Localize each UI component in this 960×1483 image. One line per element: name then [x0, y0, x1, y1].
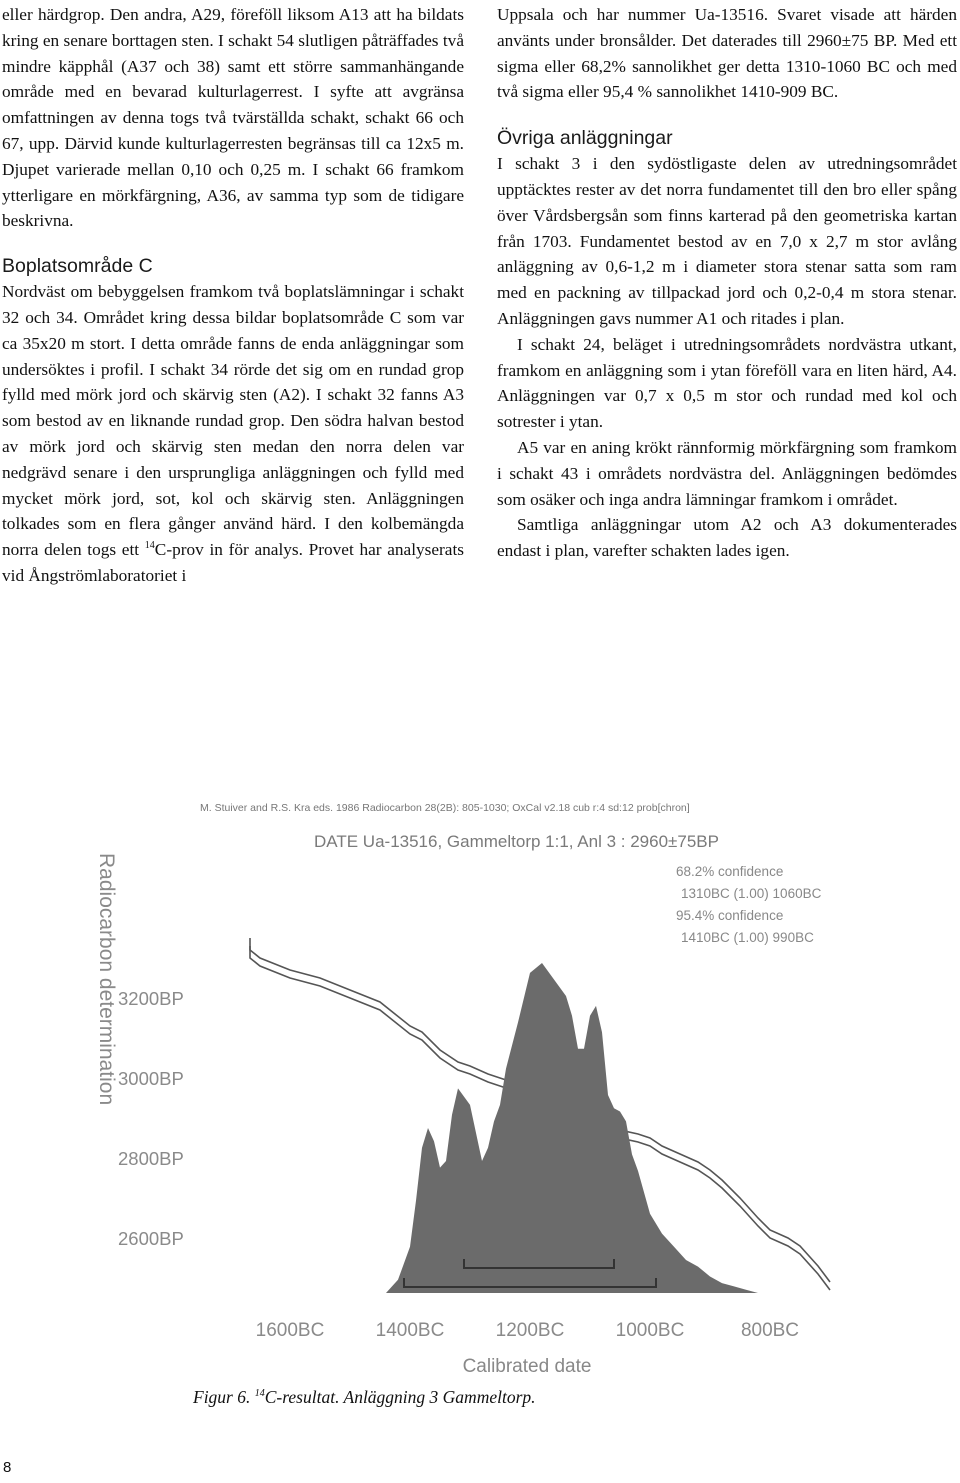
x-tick-label: 1200BC: [495, 1320, 565, 1341]
y-tick-labels: [118, 988, 184, 1249]
y-tick-label: 3200BP: [118, 988, 184, 1009]
y-tick-label: 2800BP: [118, 1148, 184, 1169]
paragraph-text: Nordväst om bebyggelsen framkom två boplatslämningar i schakt 32 och 34. Området kring dessa bildar boplatsområde C som var ca 35x20 m stort. I detta område fanns de enda anläggningar som undersöktes i profil. I schakt 34 rörde det sig om en rundad grop fylld med mörk jord och skärvig sten (A2). I schakt 32 fanns A3 som bestod av en liknande rundad grop. Den södra halvan bestod av mörk jord och skärvig sten medan den norra delen var nedgrävd senare i den ursprungliga anläggningen och fylld med mycket mörk jord, sot, kol och skärvig sten. Anläggningen tolkades som en flera gånger använd härd. I den kolbemängda norra delen togs ett: [2, 282, 464, 560]
probability-area: [386, 963, 758, 1293]
body-paragraph: I schakt 24, beläget i utredningsområdets nordvästra utkant, framkom en anläggning som i ytan föreföll vara en liten härd, A4. Anläggningen var 0,7 x 0,5 m stor och rundad med kol och sotrester i ytan.: [497, 334, 957, 432]
paragraph-text: C-prov in för analys. Provet har analyserats vid Ångströmlaboratoriet i: [2, 540, 464, 585]
x-tick-label: 1000BC: [615, 1320, 685, 1341]
caption-prefix: Figur 6.: [193, 1387, 255, 1407]
x-tick-label: 1400BC: [375, 1320, 445, 1341]
caption-text: C-resultat. Anläggning 3 Gammeltorp.: [264, 1387, 536, 1407]
source-line: M. Stuiver and R.S. Kra eds. 1986 Radiocarbon 28(2B): 805-1030; OxCal v2.18 cub r:4 sd:12 prob[chron]: [200, 802, 690, 814]
page-number: 8: [3, 1459, 12, 1476]
section-heading-boplatsomrade-c: Boplatsområde C: [2, 255, 153, 278]
legend-95-range: 1410BC (1.00) 990BC: [681, 930, 814, 945]
body-paragraph: A5 var en aning krökt rännformig mörkfärgning som framkom i schakt 43 i områdets nordvästra del. Anläggningen bedömdes som osäker och inga andra lämningar framkom i området.: [497, 437, 957, 509]
y-axis-label: Radiocarbon determination: [95, 853, 118, 1106]
body-paragraph: [2, 279, 464, 589]
left-column: [2, 2, 464, 589]
isotope-superscript: 14: [144, 540, 155, 552]
body-paragraph: eller härdgrop. Den andra, A29, föreföll liksom A13 att ha bildats kring en senare borttagen sten. I schakt 54 slutligen påträffades två mindre käpphål (A37 och 38) samt ett större sammanhängande område med en bevarad kulturlagerrest. I syfte att avgränsa omfattningen av denna togs två tvärställda schakt, schakt 66 och 67, upp. Därvid kunde kulturlagerresten begränsas till ca 12x5 m. Djupet varierade mellan 0,10 och 0,25 m. I schakt 66 framkom ytterligare en mörkfärgning, A36, av samma typ som de tidigare beskrivna.: [2, 5, 464, 231]
chart-title: DATE Ua-13516, Gammeltorp 1:1, Anl 3 : 2960±75BP: [314, 832, 719, 851]
calibration-chart: [88, 783, 888, 1383]
y-tick-label: 3000BP: [118, 1068, 184, 1089]
right-column: [497, 2, 957, 564]
section-heading-ovriga-anlaggningar: Övriga anläggningar: [497, 127, 673, 150]
x-tick-labels: [256, 1320, 799, 1341]
probability-distribution: [386, 963, 758, 1293]
calibration-figure: [88, 783, 888, 1383]
body-paragraph: Samtliga anläggningar utom A2 och A3 dokumenterades endast i plan, varefter schakten lades igen.: [497, 515, 957, 561]
body-paragraph: Uppsala och har nummer Ua-13516. Svaret visade att härden använts under bronsålder. Det daterades till 2960±75 BP. Med ett sigma eller 68,2% sannolikhet ger detta 1310-1060 BC och med två sigma eller 95,4 % sannolikhet 1410-909 BC.: [497, 5, 957, 102]
body-paragraph: I schakt 3 i den sydöstligaste delen av utredningsområdet upptäcktes rester av det norra fundamentet till den bro eller spång över Vårdsbergsån som finns karterad på den geometriska kartan från 1703. Fundamentet bestod av en 7,0 x 2,7 m stor avlång anläggning av 0,6-1,2 m i diameter stora stenar satta som ram med en packning av tillpackad jord och 0,2-0,4 m stora stenar. Anläggningen gavs nummer A1 och ritades i plan.: [497, 154, 957, 328]
legend-68-range: 1310BC (1.00) 1060BC: [681, 886, 822, 901]
figure-caption: [193, 1384, 536, 1410]
legend-68-label: 68.2% confidence: [676, 864, 784, 879]
x-tick-label: 800BC: [740, 1320, 800, 1341]
x-tick-label: 1600BC: [255, 1320, 325, 1341]
caption-superscript: 14: [254, 1388, 265, 1400]
y-tick-label: 2600BP: [118, 1228, 184, 1249]
x-axis-label: Calibrated date: [462, 1356, 592, 1377]
legend-95-label: 95.4% confidence: [676, 908, 784, 923]
